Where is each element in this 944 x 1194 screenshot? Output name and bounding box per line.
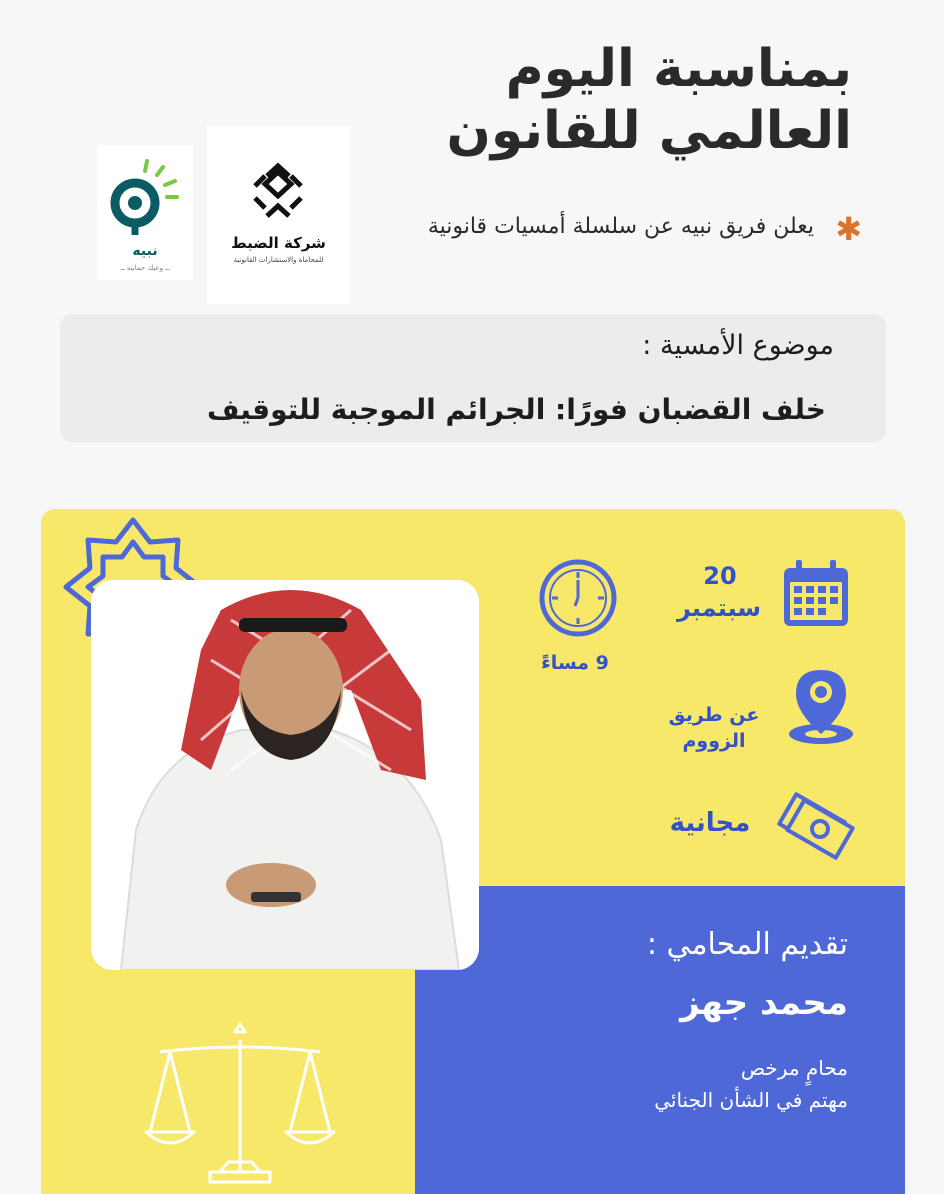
scales-of-justice-icon — [140, 1022, 340, 1194]
topic-label: موضوع الأمسية : — [642, 330, 834, 361]
event-price: مجانية — [669, 808, 751, 838]
nabih-logo-tagline: ــ وعيك حمايته ــ — [120, 264, 170, 272]
event-day: 20 — [703, 562, 737, 590]
clock-icon — [538, 558, 618, 638]
location-line-1: عن طريق — [668, 704, 760, 726]
presenter-desc-line-2: مهتم في الشأن الجنائي — [654, 1088, 848, 1112]
presenter-label: تقديم المحامي : — [646, 927, 848, 962]
presenter-description — [654, 1052, 848, 1116]
aldabt-logo-tagline: للمحاماة والاستشارات القانونية — [233, 256, 324, 264]
event-time: 9 مساءً — [541, 652, 609, 674]
presenter-photo — [91, 580, 479, 970]
aldabt-logo — [207, 126, 350, 304]
presenter-name: محمد جهز — [680, 983, 848, 1023]
nabih-logo-name: نبيه — [132, 243, 158, 259]
presenter-desc-line-1: محامٍ مرخص — [740, 1056, 848, 1080]
title-line-2: العالمي للقانون — [446, 101, 852, 161]
location-pin-icon — [786, 664, 856, 746]
presenter-image — [91, 580, 479, 970]
topic-title: خلف القضبان فورًا: الجرائم الموجبة للتوقيف — [206, 393, 826, 426]
aldabt-logo-name: شركة الضبط — [231, 234, 326, 252]
location-line-2: الزووم — [682, 730, 746, 752]
calendar-icon — [780, 556, 852, 630]
event-month: سبتمبر — [676, 594, 761, 622]
page-title — [332, 38, 852, 162]
lightbulb-logo-icon — [97, 145, 193, 245]
nabih-logo — [97, 145, 193, 280]
asterisk-icon: ✱ — [835, 210, 862, 248]
aldabt-emblem-icon — [207, 126, 350, 226]
announcement-text: يعلن فريق نبيه عن سلسلة أمسيات قانونية — [427, 214, 814, 239]
money-bills-icon — [776, 784, 858, 866]
event-location — [650, 702, 778, 754]
title-line-1: بمناسبة اليوم — [505, 39, 852, 99]
